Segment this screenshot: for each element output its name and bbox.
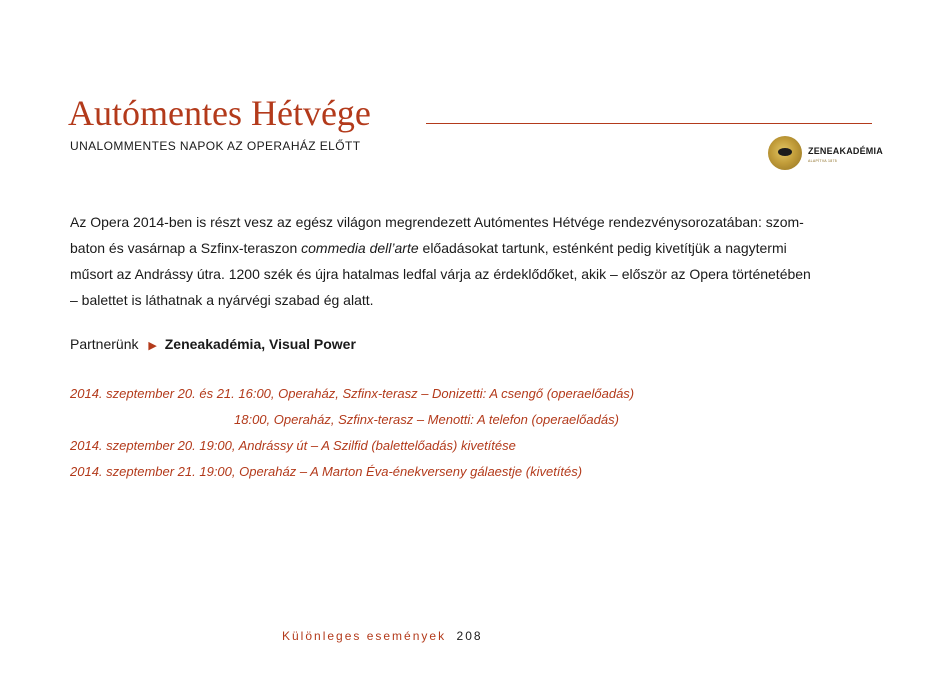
body-line: műsort az Andrássy útra. 1200 szék és újra hatalmas ledfal várja az érdeklődőket, akik – először az Opera történetében [70,266,811,282]
page-title: Autómentes Hétvége [68,93,371,133]
schedule-item: 18:00, Operaház, Szfinx-terasz – Menotti: A telefon (operaelőadás) [234,412,619,427]
footer-section-name: Különleges események [282,629,447,643]
partners-names: Zeneakadémia, Visual Power [164,336,356,352]
logo-eye-icon [778,148,792,156]
schedule-item: 2014. szeptember 21. 19:00, Operaház – A Marton Éva-énekverseny gálaestje (kivetítés) [70,464,583,479]
body-line: Az Opera 2014-ben is részt vesz az egész világon megrendezett Autómentes Hétvége rendezvénysorozatában: szom- [70,214,804,230]
page-footer [282,627,483,645]
partners-line [70,336,356,352]
title-rule [426,123,872,124]
logo-name: ZENEAKADÉMIA [808,146,883,156]
schedule-item: 2014. szeptember 20. és 21. 16:00, Operaház, Szfinx-terasz – Donizetti: A csengő (operaelőadás) [70,386,635,401]
page-number: 208 [456,629,483,643]
title-row [68,93,878,133]
body-line [70,235,870,261]
logo-emblem-icon [768,136,802,170]
logo-tagline: ALAPÍTVA 1875 [808,159,837,163]
page-subtitle: UNALOMMENTES NAPOK AZ OPERAHÁZ ELŐTT [70,139,361,153]
body-text-span: baton és vasárnap a Szfinx-teraszon [70,240,302,256]
schedule-item: 2014. szeptember 20. 19:00, Andrássy út – A Szilfid (balettelőadás) kivetítése [70,438,516,453]
body-italic-span: commedia dell’arte [301,240,419,256]
triangle-right-icon: ▶ [148,340,157,352]
body-paragraph [70,209,870,313]
partners-label: Partnerünk [70,336,139,352]
body-text-span: előadásokat tartunk, esténként pedig kivetítjük a nagytermi [418,240,787,256]
body-line: – balettet is láthatnak a nyárvégi szabad ég alatt. [70,292,374,308]
zeneakademia-logo [768,136,883,172]
